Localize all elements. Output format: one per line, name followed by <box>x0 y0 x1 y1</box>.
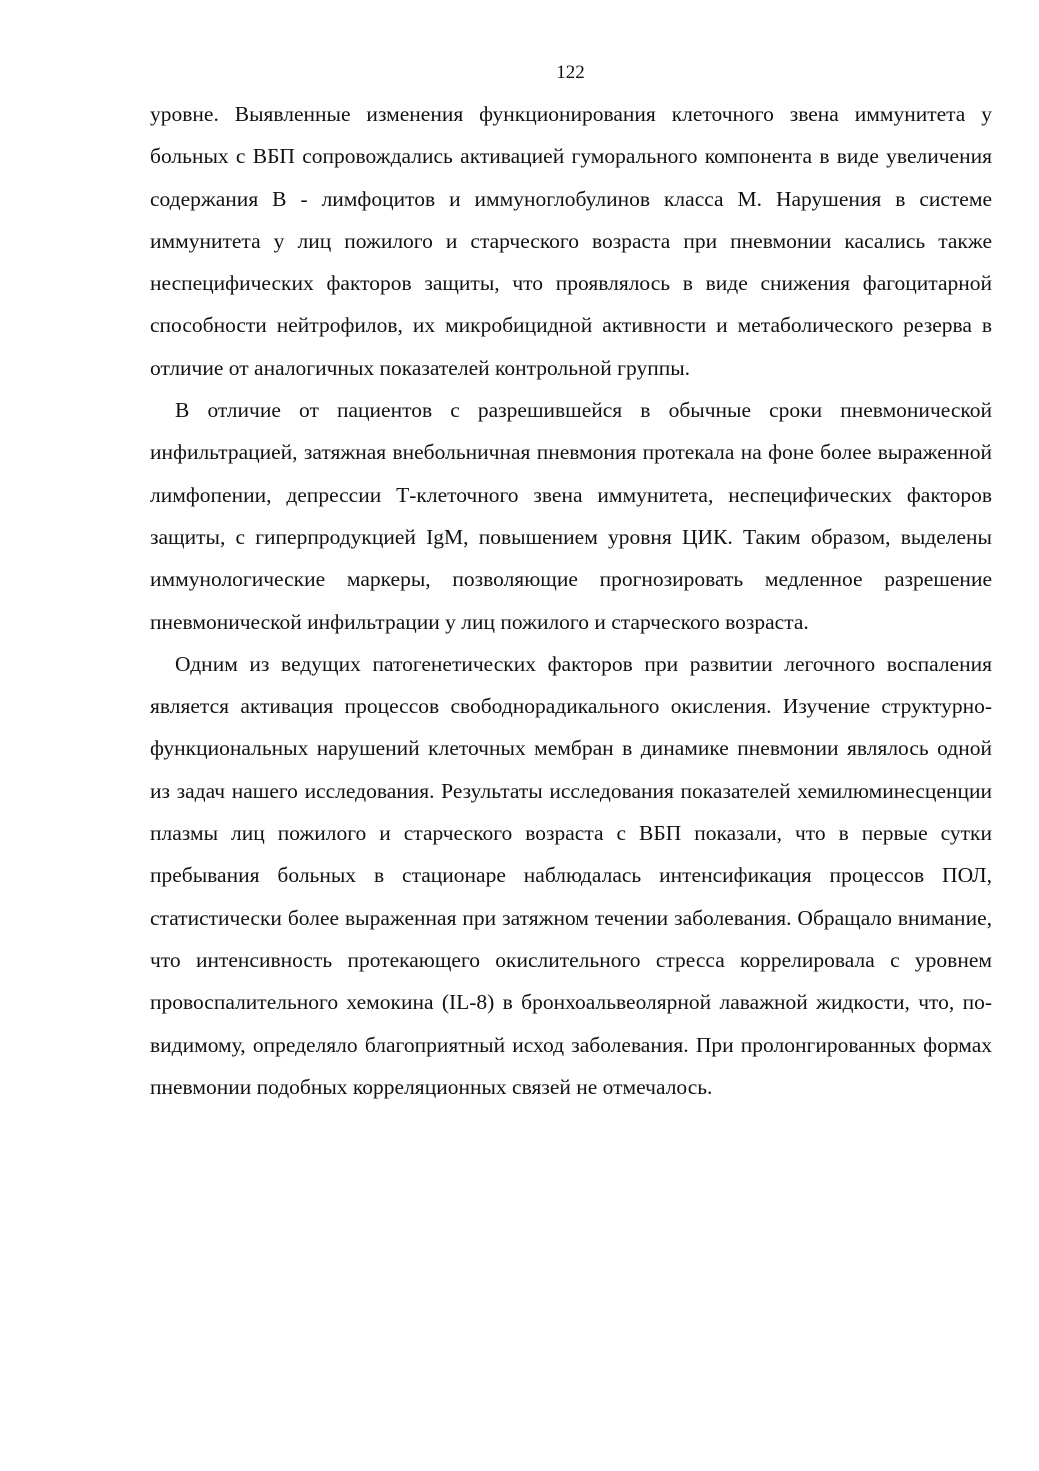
page-number: 122 <box>556 62 585 83</box>
paragraph-3: Одним из ведущих патогенетических факторов при развитии легочного воспаления является активация процессов свободнорадикального окисления. Изучение структурно-функциональных нарушений клеточных мембран в динамике пневмонии являлось одной из задач нашего исследования. Результаты исследования показателей хемилюминесценции плазмы лиц пожилого и старческого возраста с ВБП показали, что в первые сутки пребывания больных в стационаре наблюдалась интенсификация процессов ПОЛ, статистически более выраженная при затяжном течении заболевания. Обращало внимание, что интенсивность протекающего окислительного стресса коррелировала с уровнем провоспалительного хемокина (IL-8) в бронхоальвеолярной лаважной жидкости, что, по-видимому, определяло благоприятный исход заболевания. При пролонгированных формах пневмонии подобных корреляционных связей не отмечалось. <box>150 651 992 1099</box>
paragraph-1: уровне. Выявленные изменения функционирования клеточного звена иммунитета у больных с ВБП сопровождались активацией гуморального компонента в виде увеличения содержания В - лимфоцитов и иммуноглобулинов класса М. Нарушения в системе иммунитета у лиц пожилого и старческого возраста при пневмонии касались также неспецифических факторов защиты, что проявлялось в виде снижения фагоцитарной способности нейтрофилов, их микробицидной активности и метаболического резерва в отличие от аналогичных показателей контрольной группы. <box>150 102 992 380</box>
paragraph-2: В отличие от пациентов с разрешившейся в обычные сроки пневмонической инфильтрацией, затяжная внебольничная пневмония протекала на фоне более выраженной лимфопении, депрессии Т-клеточного звена иммунитета, неспецифических факторов защиты, с гиперпродукцией IgM, повышением уровня ЦИК. Таким образом, выделены иммунологические маркеры, позволяющие прогнозировать медленное разрешение пневмонической инфильтрации у лиц пожилого и старческого возраста. <box>150 398 992 634</box>
document-body <box>150 93 992 1108</box>
